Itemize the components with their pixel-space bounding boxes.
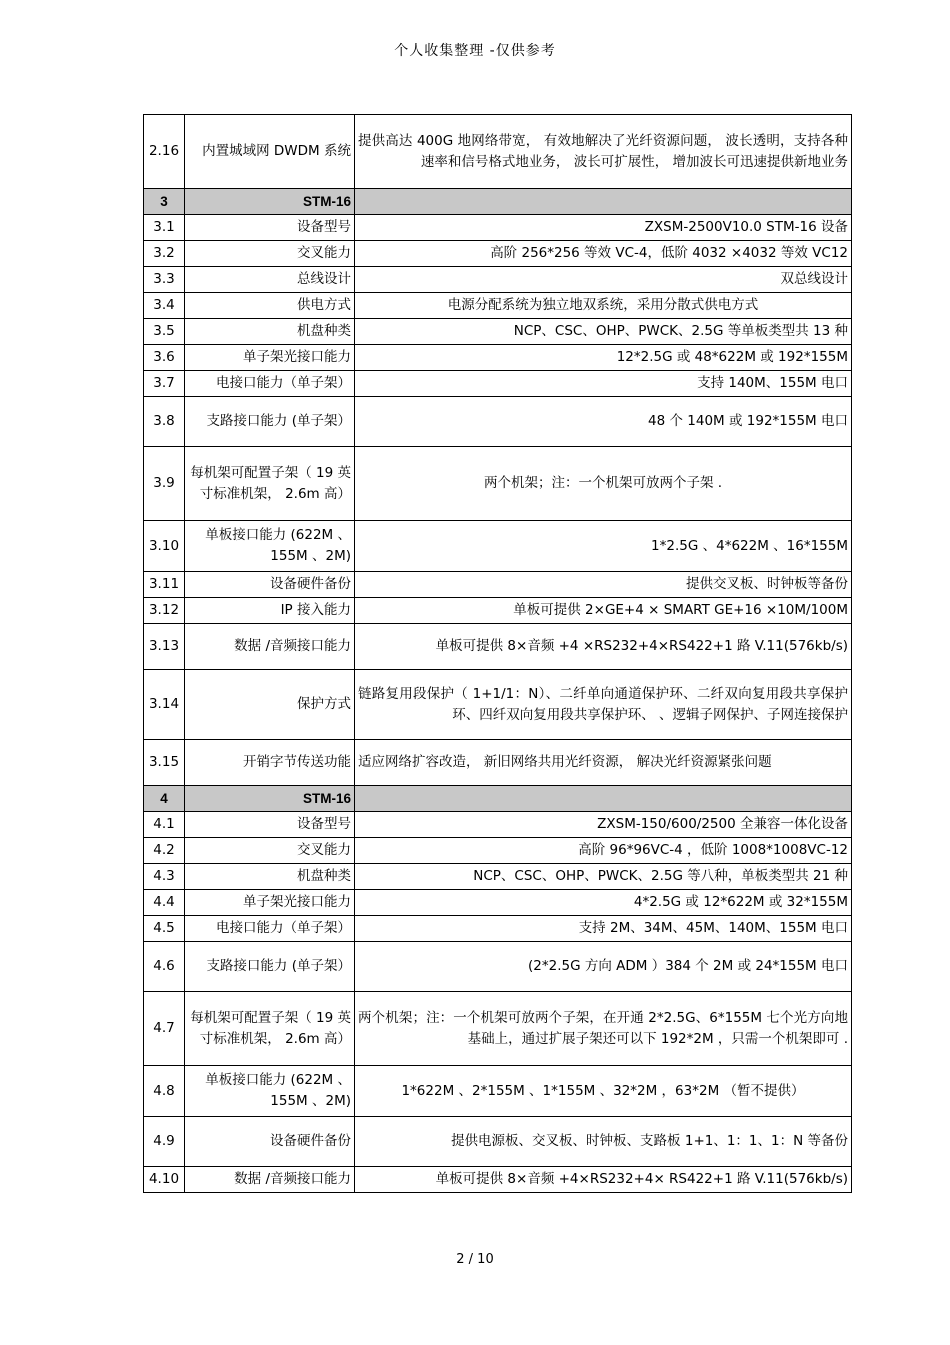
row-description: 单板可提供 2×GE+4 × SMART GE+16 ×10M/100M	[355, 598, 852, 624]
row-number: 4.4	[144, 890, 185, 916]
table-row	[144, 241, 852, 267]
row-description: 支持 140M、155M 电口	[355, 371, 852, 397]
table-row	[144, 864, 852, 890]
row-description: 单板可提供 8×音频 +4 ×RS232+4×RS422+1 路 V.11(576kb/s)	[355, 624, 852, 670]
row-item-name: 开销字节传送功能	[185, 740, 355, 786]
row-number: 3.4	[144, 293, 185, 319]
row-description: 1*622M 、2*155M 、1*155M 、32*2M ，63*2M （暂不提供）	[355, 1066, 852, 1117]
row-number: 4.5	[144, 916, 185, 942]
row-description: 高阶 96*96VC-4 ，低阶 1008*1008VC-12	[355, 838, 852, 864]
row-number: 4.7	[144, 992, 185, 1066]
row-description: 高阶 256*256 等效 VC-4，低阶 4032 ×4032 等效 VC12	[355, 241, 852, 267]
row-item-name: 电接口能力（单子架）	[185, 371, 355, 397]
table-row	[144, 786, 852, 812]
row-description: 提供交叉板、时钟板等备份	[355, 572, 852, 598]
row-description: NCP、CSC、OHP、PWCK、2.5G 等八种，单板类型共 21 种	[355, 864, 852, 890]
table-row	[144, 572, 852, 598]
row-number: 3.8	[144, 397, 185, 447]
row-number: 3.1	[144, 215, 185, 241]
table-row	[144, 1167, 852, 1193]
table-row	[144, 916, 852, 942]
row-description: 电源分配系统为独立地双系统，采用分散式供电方式	[355, 293, 852, 319]
row-number: 3.15	[144, 740, 185, 786]
row-description: 适应网络扩容改造， 新旧网络共用光纤资源， 解决光纤资源紧张问题	[355, 740, 852, 786]
row-number: 4.10	[144, 1167, 185, 1193]
row-description: 两个机架；注：一个机架可放两个子架 .	[355, 447, 852, 521]
row-description: 支持 2M、34M、45M、140M、155M 电口	[355, 916, 852, 942]
row-description: 12*2.5G 或 48*622M 或 192*155M	[355, 345, 852, 371]
row-item-name: 每机架可配置子架（ 19 英寸标准机架， 2.6m 高）	[185, 447, 355, 521]
row-item-name: 交叉能力	[185, 838, 355, 864]
row-description: 双总线设计	[355, 267, 852, 293]
row-item-name: 机盘种类	[185, 319, 355, 345]
table-row	[144, 890, 852, 916]
row-description: 单板可提供 8×音频 +4×RS232+4× RS422+1 路 V.11(576kb/s)	[355, 1167, 852, 1193]
row-description: 1*2.5G 、4*622M 、16*155M	[355, 521, 852, 572]
table-row	[144, 670, 852, 740]
row-number: 2.16	[144, 115, 185, 189]
row-item-name: 内置城域网 DWDM 系统	[185, 115, 355, 189]
table-row	[144, 838, 852, 864]
table-row	[144, 812, 852, 838]
row-description: NCP、CSC、OHP、PWCK、2.5G 等单板类型共 13 种	[355, 319, 852, 345]
row-item-name: STM-16	[185, 786, 355, 812]
row-number: 4.8	[144, 1066, 185, 1117]
row-description: 4*2.5G 或 12*622M 或 32*155M	[355, 890, 852, 916]
row-item-name: 数据 /音频接口能力	[185, 624, 355, 670]
row-item-name: STM-16	[185, 189, 355, 215]
row-number: 3.7	[144, 371, 185, 397]
row-description: 48 个 140M 或 192*155M 电口	[355, 397, 852, 447]
table-row	[144, 992, 852, 1066]
table-row	[144, 624, 852, 670]
table-row	[144, 447, 852, 521]
row-item-name: 单子架光接口能力	[185, 345, 355, 371]
table-row	[144, 189, 852, 215]
row-item-name: 交叉能力	[185, 241, 355, 267]
page-number: 2 / 10	[456, 1252, 494, 1267]
row-number: 4	[144, 786, 185, 812]
row-item-name: 设备型号	[185, 215, 355, 241]
row-item-name: 设备硬件备份	[185, 1117, 355, 1167]
row-number: 4.6	[144, 942, 185, 992]
table-row	[144, 215, 852, 241]
row-number: 4.2	[144, 838, 185, 864]
row-item-name: 供电方式	[185, 293, 355, 319]
row-description: 两个机架；注：一个机架可放两个子架，在开通 2*2.5G、6*155M 七个光方向地基础上，通过扩展子架还可以下 192*2M ，只需一个机架即可 .	[355, 992, 852, 1066]
row-item-name: 每机架可配置子架（ 19 英寸标准机架， 2.6m 高）	[185, 992, 355, 1066]
row-item-name: 电接口能力（单子架）	[185, 916, 355, 942]
row-item-name: 单板接口能力 (622M 、155M 、2M)	[185, 1066, 355, 1117]
row-item-name: 支路接口能力 (单子架）	[185, 942, 355, 992]
row-number: 4.9	[144, 1117, 185, 1167]
spec-table-body	[144, 115, 852, 1193]
row-description: 链路复用段保护（ 1+1/1：N）、二纤单向通道保护环、二纤双向复用段共享保护环、四纤双向复用段共享保护环、 、逻辑子网保护、子网连接保护	[355, 670, 852, 740]
row-number: 4.3	[144, 864, 185, 890]
row-item-name: 总线设计	[185, 267, 355, 293]
table-row	[144, 293, 852, 319]
row-description: (2*2.5G 方向 ADM ）384 个 2M 或 24*155M 电口	[355, 942, 852, 992]
table-row	[144, 521, 852, 572]
row-description: ZXSM-150/600/2500 全兼容一体化设备	[355, 812, 852, 838]
table-row	[144, 598, 852, 624]
row-description	[355, 189, 852, 215]
row-number: 3.3	[144, 267, 185, 293]
table-row	[144, 371, 852, 397]
row-number: 4.1	[144, 812, 185, 838]
page-header: 个人收集整理 -仅供参考	[394, 43, 556, 59]
table-row	[144, 115, 852, 189]
row-item-name: 机盘种类	[185, 864, 355, 890]
row-item-name: 设备型号	[185, 812, 355, 838]
row-number: 3.14	[144, 670, 185, 740]
table-row	[144, 397, 852, 447]
row-item-name: 保护方式	[185, 670, 355, 740]
row-description	[355, 786, 852, 812]
row-number: 3	[144, 189, 185, 215]
table-row	[144, 319, 852, 345]
row-description: ZXSM-2500V10.0 STM-16 设备	[355, 215, 852, 241]
table-row	[144, 740, 852, 786]
row-number: 3.9	[144, 447, 185, 521]
row-number: 3.5	[144, 319, 185, 345]
row-item-name: 支路接口能力 (单子架）	[185, 397, 355, 447]
spec-table	[143, 114, 852, 1193]
row-number: 3.12	[144, 598, 185, 624]
row-number: 3.10	[144, 521, 185, 572]
row-number: 3.2	[144, 241, 185, 267]
row-item-name: 单子架光接口能力	[185, 890, 355, 916]
table-row	[144, 1066, 852, 1117]
row-number: 3.13	[144, 624, 185, 670]
table-row	[144, 345, 852, 371]
row-item-name: 数据 /音频接口能力	[185, 1167, 355, 1193]
row-description: 提供电源板、交叉板、时钟板、支路板 1+1、1：1、1：N 等备份	[355, 1117, 852, 1167]
row-item-name: 设备硬件备份	[185, 572, 355, 598]
row-item-name: 单板接口能力 (622M 、155M 、2M)	[185, 521, 355, 572]
row-number: 3.6	[144, 345, 185, 371]
row-description: 提供高达 400G 地网络带宽， 有效地解决了光纤资源问题， 波长透明，支持各种速率和信号格式地业务， 波长可扩展性， 增加波长可迅速提供新地业务	[355, 115, 852, 189]
row-number: 3.11	[144, 572, 185, 598]
table-row	[144, 267, 852, 293]
row-item-name: IP 接入能力	[185, 598, 355, 624]
table-row	[144, 942, 852, 992]
table-row	[144, 1117, 852, 1167]
